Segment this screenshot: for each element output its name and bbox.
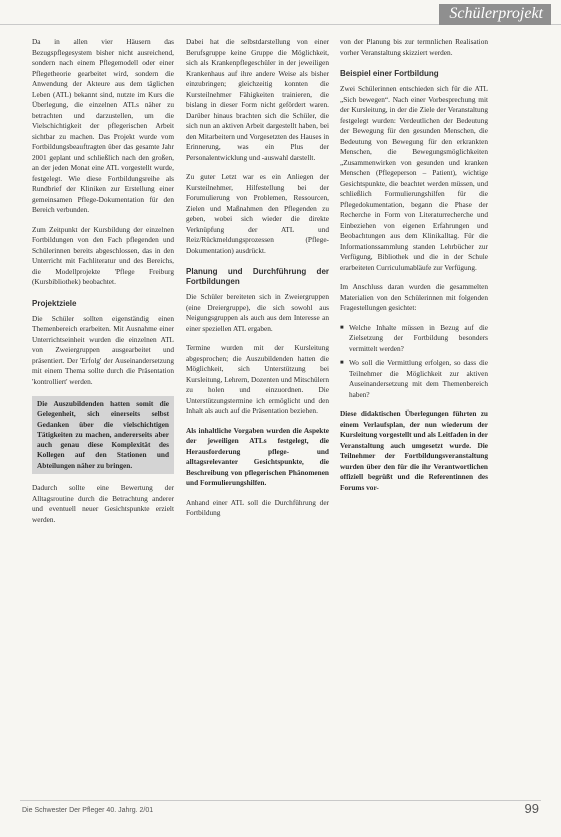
body-paragraph: Zu guter Letzt war es ein Anliegen der Kursteilnehmer, Hilfestellung bei der Forumulierung von Problemen, Ressourcen, Zielen und Maßnahmen den Pflegenden zu geben, wobei sich wieder die direkte Verknüpfung der ATL und Reiz/Rückmeldungsprozessen (Pflege-Dokumentation) ausdrückt. (186, 172, 329, 255)
body-paragraph: Dadurch sollte eine Bewertung der Alltagsroutine durch die Betrachtung anderer und eventuell neuer Gesichtspunkte erzielt werden. (32, 483, 174, 524)
body-paragraph: Da in allen vier Häusern das Bezugspflegesystem bisher nicht ausreichend, sondern nach einem Pflegemodell oder einer Pflegetheorie gearbeitet wird, sondern die Anwendung der Akteure aus dem täglichen Leben (ATL) bekannt sind, nutzte im Kurs die Überlegung, die einzelnen ATLs näher zu betrachten und darzustellen, um die Vielschichtigkeit der pflegerischen Arbeit sichtbar zu machen. Das Projekt wurde vom Fortbildungsbeauftragten über das gesamte Jahr 2001 geplant und schließlich nach den großen, an der jeden Monat eine ATL vorgestellt wurde, festgelegt. Wie diese Fortbildungsreihe als Rundbrief der Kliniken zur Erstellung einer gemeinsamen Pflege-Dokumentation für den Bereich verbunden. (32, 37, 174, 214)
body-paragraph: Die Schüler bereiteten sich in Zweiergruppen (eine Dreiergruppe), die sich sowohl aus Neigungsgruppen als auch aus dem Interesse an einer speziellen ATL ergaben. (186, 292, 329, 333)
bold-paragraph: Diese didaktischen Überlegungen führten zu einem Verlaufsplan, der nun wiederum der Kursleitung vorgestellt und als Leitfaden in der Veranstaltung auch umgesetzt wurde. Die Teilnehmer der Fortbildungsveranstaltung wurden über den für die ihr Verantwortlichen offiziell begrüßt und die Referentinnen des Forums vor- (340, 409, 488, 492)
bullet-item: ■ Welche Inhalte müssen in Bezug auf die Zielsetzung der Fortbildung besonders vermittelt werden? (340, 323, 488, 355)
body-paragraph: Termine wurden mit der Kursleitung abgesprochen; die Auszubildenden hatten die Möglichkeit, sich Unterstützung bei Kursleitung, Lehrern, Dozenten und Mitschülern zu holen und einzuordnen. Die Unterstützungstermine ich ermöglicht und den Inhalt als auch auf die Präsentation beziehen. (186, 343, 329, 415)
section-heading: Planung und Durchführung der Fortbildungen (186, 267, 329, 286)
section-heading: Projektziele (32, 298, 77, 308)
section-label: Schülerprojekt (439, 4, 551, 25)
bullet-item: ■ Wo soll die Vermittlung erfolgen, so dass die Teilnehmer die Möglichkeit zur aktiven Auseinandersetzung mit dem Themenbereich haben? (340, 358, 488, 400)
text-column-2 (186, 37, 329, 528)
body-paragraph: Die Schüler sollten eigenständig einen Themenbereich erarbeiten. Mit Ausnahme einer Unterrichtseinheit wurden die einzelnen ATL von Zweiergruppen ausgearbeitet und präsentiert. Der 'Erfolg' der Auseinandersetzung mit einem Thema sollte durch die Präsentation 'kontrolliert' werden. (32, 313, 174, 386)
text-column-1 (32, 37, 174, 534)
body-paragraph: Zum Zeitpunkt der Kursbildung der einzelnen Fortbildungen von den Fach pflegenden und Schülerinnen bereits abgeschlossen, das in den Unterricht mit Fachliteratur und des Bereichs, die Modellprojekte 'Pflege Freiburg (Kursbibliothek) beobachtet. (32, 224, 174, 286)
footer-rule (20, 800, 541, 801)
page-footer (0, 797, 561, 827)
body-paragraph: Im Anschluss daran wurden die gesammelten Materialien von den Schülerinnen mit folgenden Fragestellungen gesichtet: (340, 282, 488, 312)
bold-paragraph: Als inhaltliche Vorgaben wurden die Aspekte der jeweiligen ATLs festgelegt, die Herausforderung pflege- und alltagsrelevanter Gesichtspunkte, die Beschreibung von pflegerischen Phänomenen und Formulierungshilfen. (186, 425, 329, 487)
body-paragraph: von der Planung bis zur termnlichen Realisation vorher Veranstaltung skizziert werden. (340, 37, 488, 57)
journal-citation: Die Schwester Der Pfleger 40. Jahrg. 2/01 (22, 807, 154, 814)
body-paragraph: Zwei Schülerinnen entschieden sich für die ATL „Sich bewegen“. Nach einer Vorbesprechung mit der Kursleitung, in der die Ziele der Veranstaltung festgelegt wurden: Verdeutlichen der Bedeutung der Bewegung für den gesunden Menschen, die Bedeutung von Bewegung für den erkrankten Menschen, die Bewegungsmöglichkeiten „Zusammenwirken von gesunden und kranken Menschen (Pflegeperson – Patient), wichtige Gesichtspunkte, die beachtet werden müssen, und schließlich Formulierungshilfen für die Pflegedokumentation, begann die Phase der Recherche in Form von Literaturrecherche und Einbeziehen von eigenen Erfahrungen und Beobachtungen aus dem Klinikalltag. Für die Informationssammlung standen Lehrbücher zur Verfügung, Bibliothek und die in der Schule erarbeiteten Curriculumabläufe zur Verfügung. (340, 84, 488, 272)
body-paragraph: Dabei hat die selbstdarstellung von einer Berufsgruppe keine Gruppe die Möglichkeit, sich als Krankenpflegeschüler in der jeweiligen Krankenhaus auf ihre andere Weise als bisher einzubringen; gleichzeitig konnten die Kursteilnehmer Fähigkeiten trainieren, die bislang in dieser Form nicht gefördert waren. Darüber hinaus brachten sich die Schüler, die sich nun an aktiven Arbeit dargestellt haben, bei den Mitarbeitern und Vorgesetzten des Hauses in Erinnerung, was ein Plus der Personalentwicklung und -auswahl darstellt. (186, 37, 329, 162)
page-header (0, 0, 561, 28)
body-paragraph: Anhand einer ATL soll die Durchführung der Fortbildung (186, 497, 329, 517)
page-number: 99 (524, 801, 539, 816)
text-column-3 (340, 37, 488, 502)
bullet-list (340, 323, 488, 401)
highlight-box: Die Auszubildenden hatten somit die Gelegenheit, sich einerseits selbst Gedanken über die vielschichtigen Tätigkeiten zu machen, andererseits aber auch genau diese Komplexität des Kollegen auf den Stationen und Abteilungen näher zu bringen. (32, 396, 174, 474)
section-heading: Beispiel einer Fortbildung (340, 69, 439, 78)
